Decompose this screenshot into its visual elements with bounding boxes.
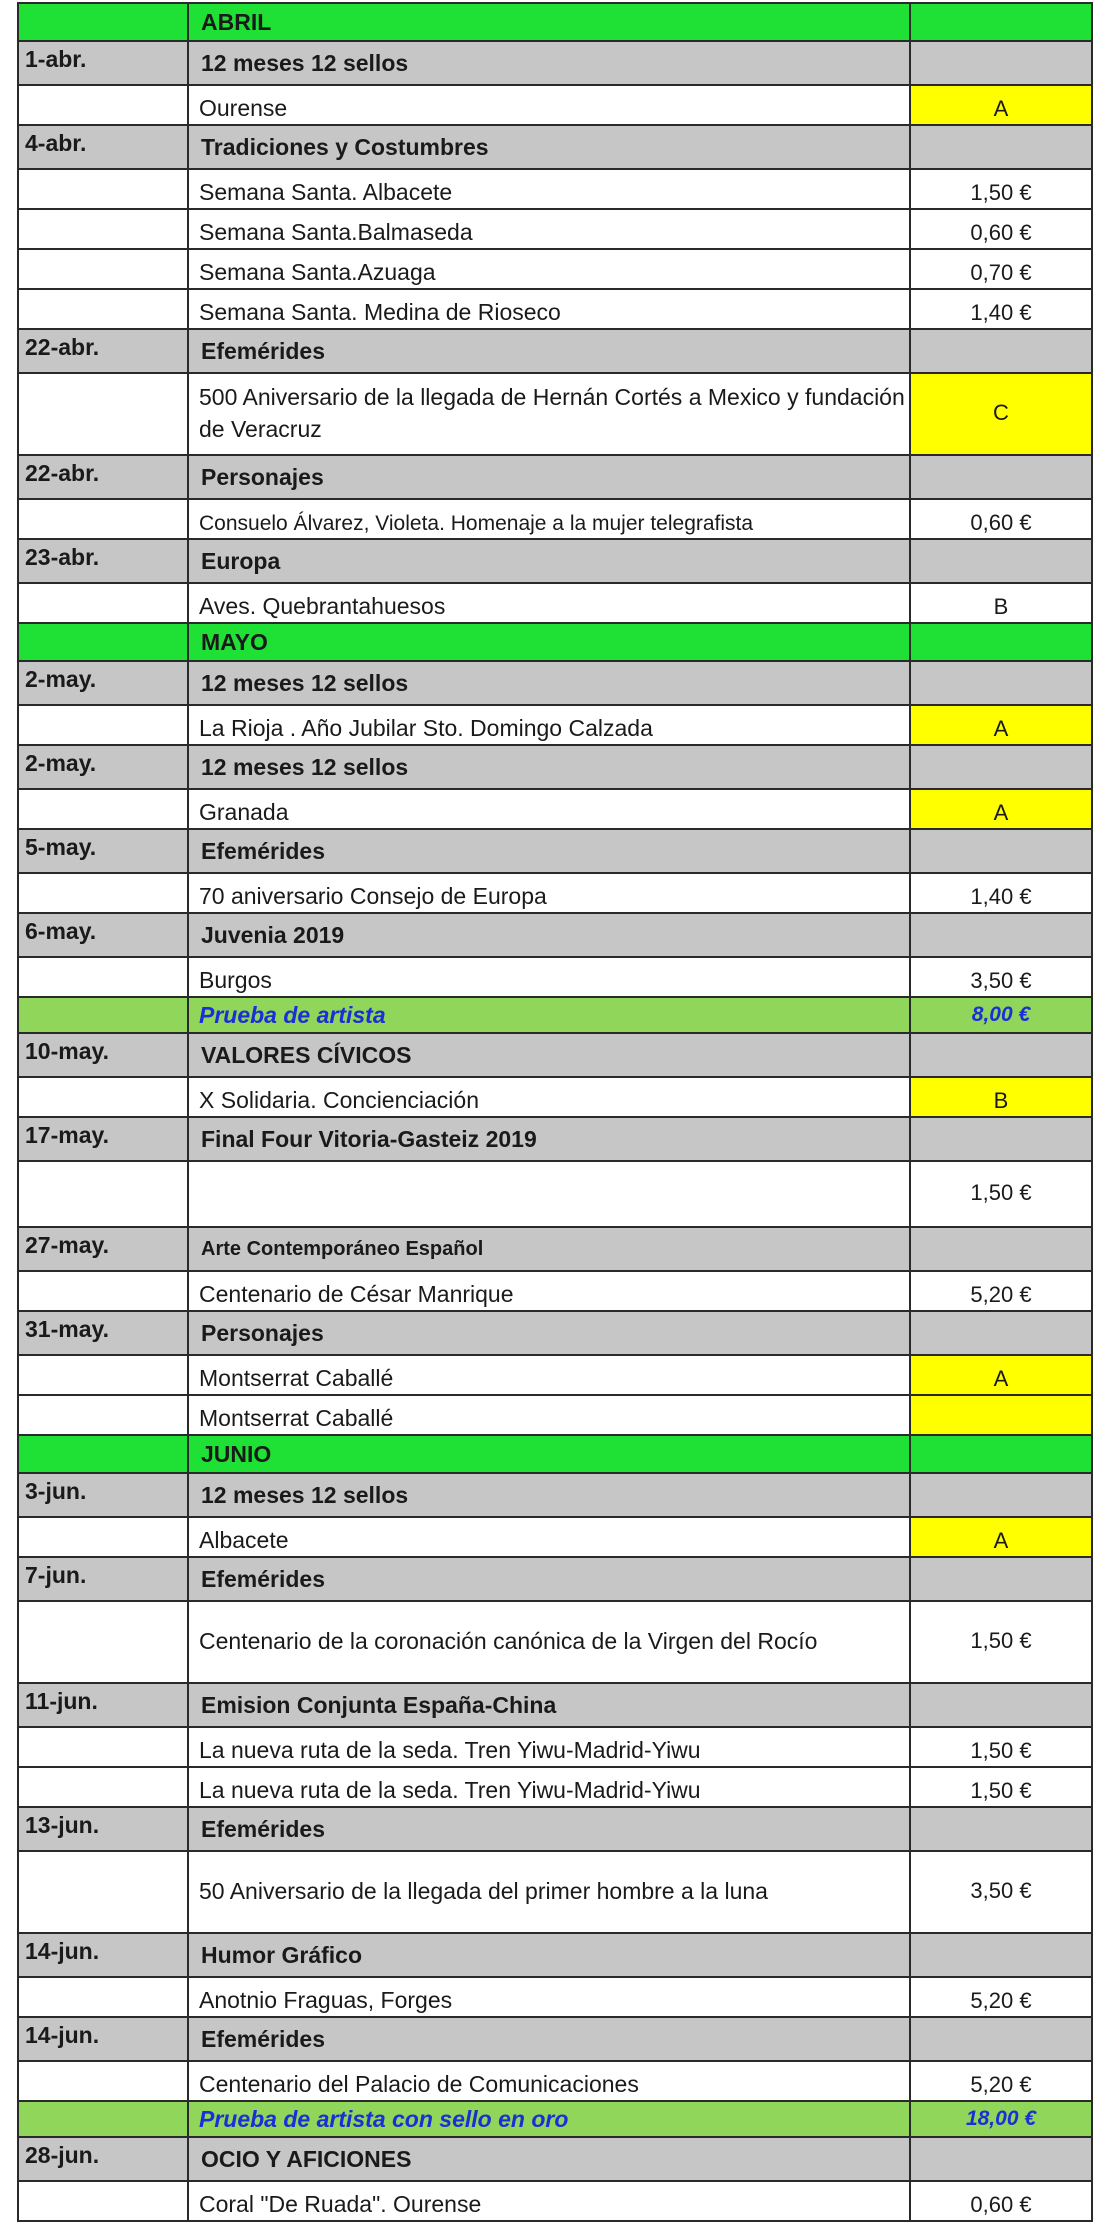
issue-date: 2-may. <box>18 661 188 705</box>
stamp-row <box>18 1077 1092 1117</box>
stamp-price: 1,50 € <box>910 169 1092 209</box>
stamp-row <box>18 169 1092 209</box>
stamp-description: Semana Santa.Azuaga <box>188 249 910 289</box>
stamp-description <box>188 1161 910 1227</box>
stamp-date-cell <box>18 85 188 125</box>
stamp-row <box>18 1355 1092 1395</box>
month-date-cell <box>18 1435 188 1473</box>
stamp-price: 3,50 € <box>910 1851 1092 1933</box>
issue-header-row <box>18 455 1092 499</box>
stamp-price: 0,60 € <box>910 499 1092 539</box>
stamp-description: La nueva ruta de la seda. Tren Yiwu-Madrid-Yiwu <box>188 1727 910 1767</box>
issue-date: 14-jun. <box>18 1933 188 1977</box>
stamp-row <box>18 1601 1092 1683</box>
issue-header-price-cell <box>910 455 1092 499</box>
stamp-description: Anotnio Fraguas, Forges <box>188 1977 910 2017</box>
issue-header-row <box>18 41 1092 85</box>
stamp-date-cell <box>18 289 188 329</box>
stamp-date-cell <box>18 1395 188 1435</box>
stamp-row <box>18 1767 1092 1807</box>
stamp-row <box>18 1271 1092 1311</box>
month-row <box>18 1435 1092 1473</box>
artist-proof-row <box>18 2101 1092 2137</box>
issue-header-price-cell <box>910 913 1092 957</box>
proof-date-cell <box>18 2101 188 2137</box>
issue-series-title: Efemérides <box>188 1807 910 1851</box>
stamp-row <box>18 85 1092 125</box>
stamp-price: B <box>910 1077 1092 1117</box>
stamp-price: C <box>910 373 1092 455</box>
stamp-description: Centenario de César Manrique <box>188 1271 910 1311</box>
month-label: JUNIO <box>188 1435 910 1473</box>
stamp-date-cell <box>18 1767 188 1807</box>
stamp-price: 1,50 € <box>910 1727 1092 1767</box>
stamp-description: Burgos <box>188 957 910 997</box>
issue-header-price-cell <box>910 2017 1092 2061</box>
stamp-date-cell <box>18 1727 188 1767</box>
stamp-price: 0,60 € <box>910 209 1092 249</box>
issue-header-price-cell <box>910 661 1092 705</box>
stamp-description: 50 Aniversario de la llegada del primer hombre a la luna <box>188 1851 910 1933</box>
stamp-description: Semana Santa. Medina de Rioseco <box>188 289 910 329</box>
issue-series-title: Final Four Vitoria-Gasteiz 2019 <box>188 1117 910 1161</box>
issue-header-price-cell <box>910 329 1092 373</box>
issue-series-title: Personajes <box>188 455 910 499</box>
issue-header-row <box>18 745 1092 789</box>
issue-date: 7-jun. <box>18 1557 188 1601</box>
issue-header-row <box>18 1227 1092 1271</box>
stamp-price: A <box>910 705 1092 745</box>
stamp-price: 1,50 € <box>910 1601 1092 1683</box>
issue-series-title: Emision Conjunta España-China <box>188 1683 910 1727</box>
stamp-description: Semana Santa. Albacete <box>188 169 910 209</box>
proof-date-cell <box>18 997 188 1033</box>
stamp-row <box>18 2181 1092 2221</box>
stamp-price: 5,20 € <box>910 1977 1092 2017</box>
month-price-cell <box>910 1435 1092 1473</box>
stamp-price: A <box>910 789 1092 829</box>
issue-date: 11-jun. <box>18 1683 188 1727</box>
issue-date: 3-jun. <box>18 1473 188 1517</box>
stamp-price: A <box>910 85 1092 125</box>
issue-header-row <box>18 1807 1092 1851</box>
issue-header-row <box>18 2137 1092 2181</box>
stamp-price: 1,40 € <box>910 289 1092 329</box>
issue-header-price-cell <box>910 539 1092 583</box>
issue-series-title: 12 meses 12 sellos <box>188 661 910 705</box>
month-price-cell <box>910 3 1092 41</box>
calendar-table <box>17 2 1093 2222</box>
issue-series-title: Efemérides <box>188 329 910 373</box>
stamp-date-cell <box>18 499 188 539</box>
issue-series-title: Arte Contemporáneo Español <box>188 1227 910 1271</box>
stamp-description: Ourense <box>188 85 910 125</box>
issue-header-price-cell <box>910 41 1092 85</box>
stamp-row <box>18 789 1092 829</box>
issue-date: 23-abr. <box>18 539 188 583</box>
stamp-date-cell <box>18 583 188 623</box>
issue-header-row <box>18 661 1092 705</box>
month-row <box>18 623 1092 661</box>
stamp-row <box>18 289 1092 329</box>
issue-series-title: Efemérides <box>188 1557 910 1601</box>
issue-header-price-cell <box>910 745 1092 789</box>
stamp-date-cell <box>18 705 188 745</box>
issue-date: 27-may. <box>18 1227 188 1271</box>
stamp-price: 0,70 € <box>910 249 1092 289</box>
stamp-description: Centenario de la coronación canónica de la Virgen del Rocío <box>188 1601 910 1683</box>
stamp-issue-calendar <box>17 2 1091 2222</box>
issue-date: 17-may. <box>18 1117 188 1161</box>
stamp-row <box>18 957 1092 997</box>
issue-header-row <box>18 1557 1092 1601</box>
artist-proof-price: 18,00 € <box>910 2101 1092 2137</box>
stamp-date-cell <box>18 1271 188 1311</box>
issue-date: 2-may. <box>18 745 188 789</box>
stamp-description: Montserrat Caballé <box>188 1395 910 1435</box>
artist-proof-label: Prueba de artista con sello en oro <box>188 2101 910 2137</box>
issue-header-row <box>18 1117 1092 1161</box>
issue-date: 13-jun. <box>18 1807 188 1851</box>
stamp-price: 1,40 € <box>910 873 1092 913</box>
issue-date: 22-abr. <box>18 329 188 373</box>
stamp-row <box>18 583 1092 623</box>
issue-series-title: Tradiciones y Costumbres <box>188 125 910 169</box>
stamp-description: Semana Santa.Balmaseda <box>188 209 910 249</box>
issue-header-row <box>18 1033 1092 1077</box>
stamp-row <box>18 873 1092 913</box>
stamp-price: A <box>910 1355 1092 1395</box>
issue-header-price-cell <box>910 1683 1092 1727</box>
issue-header-row <box>18 125 1092 169</box>
month-row <box>18 3 1092 41</box>
issue-header-price-cell <box>910 829 1092 873</box>
stamp-row <box>18 1161 1092 1227</box>
stamp-description: Aves. Quebrantahuesos <box>188 583 910 623</box>
stamp-description: Consuelo Álvarez, Violeta. Homenaje a la mujer telegrafista <box>188 499 910 539</box>
month-date-cell <box>18 623 188 661</box>
stamp-date-cell <box>18 1977 188 2017</box>
stamp-price: A <box>910 1517 1092 1557</box>
issue-header-row <box>18 1311 1092 1355</box>
stamp-price: B <box>910 583 1092 623</box>
stamp-row <box>18 1851 1092 1933</box>
artist-proof-label: Prueba de artista <box>188 997 910 1033</box>
issue-header-row <box>18 913 1092 957</box>
issue-date: 5-may. <box>18 829 188 873</box>
stamp-description: 70 aniversario Consejo de Europa <box>188 873 910 913</box>
stamp-price: 5,20 € <box>910 2061 1092 2101</box>
issue-series-title: OCIO Y AFICIONES <box>188 2137 910 2181</box>
stamp-row <box>18 499 1092 539</box>
issue-header-row <box>18 1683 1092 1727</box>
issue-header-price-cell <box>910 1117 1092 1161</box>
issue-header-row <box>18 829 1092 873</box>
stamp-row <box>18 1977 1092 2017</box>
stamp-description: La nueva ruta de la seda. Tren Yiwu-Madrid-Yiwu <box>188 1767 910 1807</box>
issue-header-price-cell <box>910 1311 1092 1355</box>
stamp-date-cell <box>18 789 188 829</box>
issue-series-title: Humor Gráfico <box>188 1933 910 1977</box>
issue-date: 31-may. <box>18 1311 188 1355</box>
issue-header-row <box>18 539 1092 583</box>
stamp-date-cell <box>18 1601 188 1683</box>
issue-series-title: Europa <box>188 539 910 583</box>
stamp-row <box>18 1727 1092 1767</box>
issue-series-title: VALORES CÍVICOS <box>188 1033 910 1077</box>
issue-date: 14-jun. <box>18 2017 188 2061</box>
month-price-cell <box>910 623 1092 661</box>
issue-date: 1-abr. <box>18 41 188 85</box>
issue-series-title: Efemérides <box>188 829 910 873</box>
stamp-description: Montserrat Caballé <box>188 1355 910 1395</box>
issue-header-price-cell <box>910 1933 1092 1977</box>
stamp-date-cell <box>18 1851 188 1933</box>
stamp-date-cell <box>18 2181 188 2221</box>
stamp-row <box>18 2061 1092 2101</box>
issue-series-title: 12 meses 12 sellos <box>188 1473 910 1517</box>
artist-proof-price: 8,00 € <box>910 997 1092 1033</box>
issue-header-price-cell <box>910 1557 1092 1601</box>
month-label: MAYO <box>188 623 910 661</box>
issue-header-row <box>18 1473 1092 1517</box>
issue-header-row <box>18 1933 1092 1977</box>
stamp-row <box>18 373 1092 455</box>
stamp-date-cell <box>18 1517 188 1557</box>
stamp-date-cell <box>18 1161 188 1227</box>
stamp-price: 0,60 € <box>910 2181 1092 2221</box>
stamp-date-cell <box>18 209 188 249</box>
issue-header-price-cell <box>910 2137 1092 2181</box>
month-date-cell <box>18 3 188 41</box>
issue-date: 10-may. <box>18 1033 188 1077</box>
month-label: ABRIL <box>188 3 910 41</box>
stamp-price: 1,50 € <box>910 1161 1092 1227</box>
issue-series-title: 12 meses 12 sellos <box>188 745 910 789</box>
stamp-date-cell <box>18 957 188 997</box>
stamp-row <box>18 1395 1092 1435</box>
stamp-row <box>18 705 1092 745</box>
issue-header-price-cell <box>910 1033 1092 1077</box>
issue-series-title: Efemérides <box>188 2017 910 2061</box>
stamp-price <box>910 1395 1092 1435</box>
stamp-row <box>18 249 1092 289</box>
stamp-price: 1,50 € <box>910 1767 1092 1807</box>
stamp-row <box>18 1517 1092 1557</box>
stamp-date-cell <box>18 1355 188 1395</box>
stamp-date-cell <box>18 2061 188 2101</box>
issue-header-price-cell <box>910 1807 1092 1851</box>
calendar-body <box>18 3 1092 2221</box>
stamp-description: X Solidaria. Concienciación <box>188 1077 910 1117</box>
artist-proof-row <box>18 997 1092 1033</box>
issue-header-price-cell <box>910 125 1092 169</box>
stamp-date-cell <box>18 249 188 289</box>
issue-series-title: Personajes <box>188 1311 910 1355</box>
issue-series-title: 12 meses 12 sellos <box>188 41 910 85</box>
stamp-date-cell <box>18 1077 188 1117</box>
issue-date: 4-abr. <box>18 125 188 169</box>
issue-header-row <box>18 329 1092 373</box>
issue-date: 28-jun. <box>18 2137 188 2181</box>
issue-date: 22-abr. <box>18 455 188 499</box>
stamp-price: 5,20 € <box>910 1271 1092 1311</box>
stamp-description: Centenario del Palacio de Comunicaciones <box>188 2061 910 2101</box>
issue-header-price-cell <box>910 1473 1092 1517</box>
stamp-description: Albacete <box>188 1517 910 1557</box>
issue-series-title: Juvenia 2019 <box>188 913 910 957</box>
stamp-description: La Rioja . Año Jubilar Sto. Domingo Calzada <box>188 705 910 745</box>
issue-header-row <box>18 2017 1092 2061</box>
stamp-date-cell <box>18 169 188 209</box>
stamp-row <box>18 209 1092 249</box>
stamp-description: 500 Aniversario de la llegada de Hernán Cortés a Mexico y fundación de Veracruz <box>188 373 910 455</box>
issue-header-price-cell <box>910 1227 1092 1271</box>
stamp-description: Coral "De Ruada". Ourense <box>188 2181 910 2221</box>
issue-date: 6-may. <box>18 913 188 957</box>
stamp-description: Granada <box>188 789 910 829</box>
stamp-date-cell <box>18 873 188 913</box>
stamp-date-cell <box>18 373 188 455</box>
stamp-price: 3,50 € <box>910 957 1092 997</box>
